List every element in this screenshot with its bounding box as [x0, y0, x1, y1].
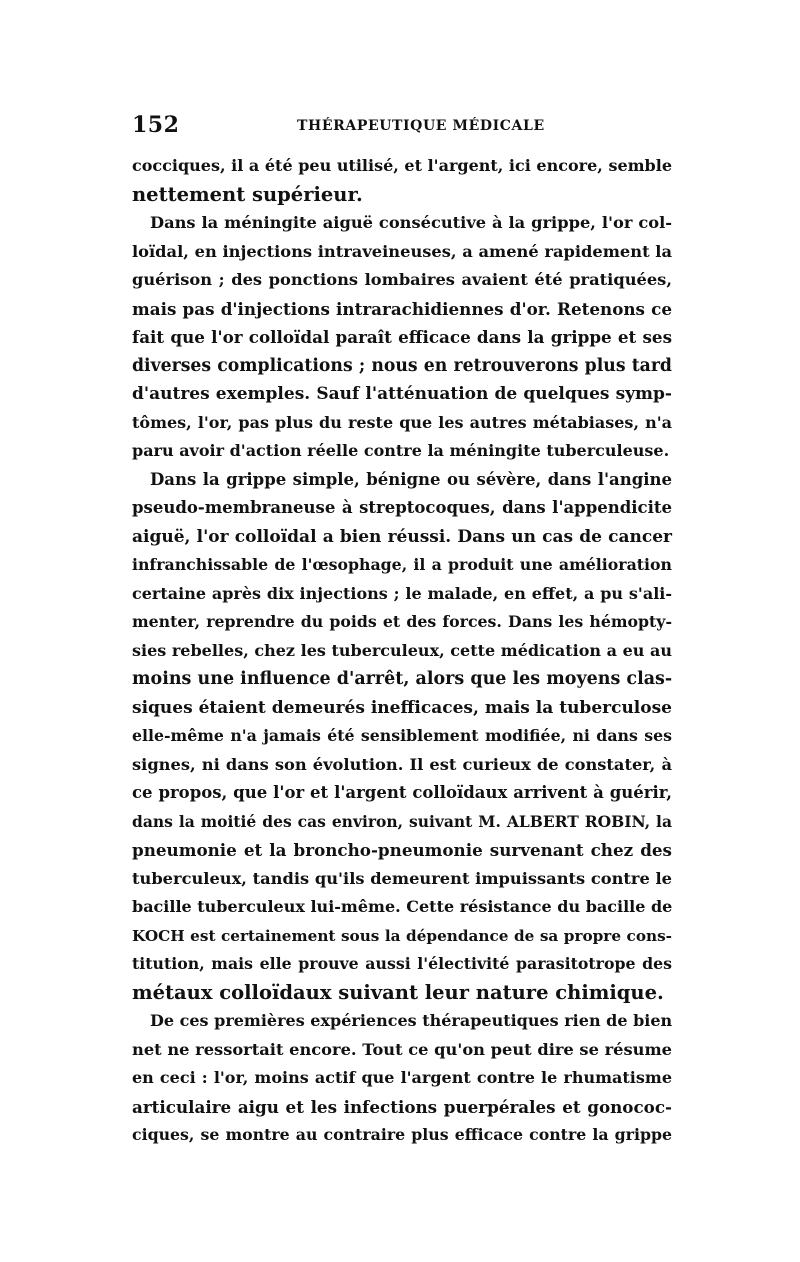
text-line: Dans la méningite aiguë consécutive à la grippe, l'or col- [150, 213, 672, 232]
text-line: infranchissable de l'œsophage, il a produit une amélioration [132, 555, 672, 574]
text-line: Dans la grippe simple, bénigne ou sévère, dans l'angine [150, 469, 672, 489]
text-line: nettement supérieur. [132, 182, 363, 206]
text-line: d'autres exemples. Sauf l'atténuation de quelques symp- [132, 384, 672, 404]
text-line: ciques, se montre au contraire plus efficace contre la grippe [132, 1125, 672, 1144]
text-line: aiguë, l'or colloïdal a bien réussi. Dans un cas de cancer [132, 526, 672, 547]
text-line: pneumonie et la broncho-pneumonie survenant chez des [132, 840, 672, 860]
text-line: articulaire aigu et les infections puerpérales et gonococ- [132, 1096, 672, 1117]
text-line: signes, ni dans son évolution. Il est curieux de constater, à [132, 754, 672, 774]
text-line: sies rebelles, chez les tuberculeux, cette médication a eu au [132, 640, 672, 660]
text-line: KOCH est certainement sous la dépendance de sa propre cons- [132, 926, 672, 945]
text-line: menter, reprendre du poids et des forces. Dans les hémopty- [132, 612, 672, 631]
text-line: en ceci : l'or, moins actif que l'argent contre le rhumatisme [132, 1068, 672, 1087]
text-line: dans la moitié des cas environ, suivant M. ALBERT ROBIN, la [132, 811, 672, 831]
text-line: moins une influence d'arrêt, alors que les moyens clas- [132, 669, 673, 689]
text-line: elle-même n'a jamais été sensiblement modifiée, ni dans ses [132, 726, 672, 745]
text-line: paru avoir d'action réelle contre la méningite tuberculeuse. [132, 441, 670, 460]
text-line: diverses complications ; nous en retrouverons plus tard [132, 355, 672, 376]
running-title: THÉRAPEUTIQUE MÉDICALE [297, 118, 545, 134]
text-line: métaux colloïdaux suivant leur nature chimique. [132, 980, 664, 1004]
text-line: tuberculeux, tandis qu'ils demeurent impuissants contre le [132, 868, 672, 888]
text-line: guérison ; des ponctions lombaires avaient été pratiquées, [132, 270, 672, 289]
page-number: 152 [132, 112, 180, 138]
text-line: ce propos, que l'or et l'argent colloïdaux arrivent à guérir, [132, 783, 672, 802]
text-line: pseudo-membraneuse à streptocoques, dans l'appendicite [132, 498, 672, 517]
text-line: De ces premières expériences thérapeutiques rien de bien [150, 1011, 673, 1030]
text-line: bacille tuberculeux lui-même. Cette résistance du bacille de [132, 897, 673, 916]
text-line: titution, mais elle prouve aussi l'électivité parasitotrope des [132, 954, 672, 973]
text-line: certaine après dix injections ; le malade, en effet, a pu s'ali- [132, 583, 672, 603]
text-line: mais pas d'injections intrarachidiennes d'or. Retenons ce [132, 298, 672, 319]
text-line: cocciques, il a été peu utilisé, et l'argent, ici encore, semble [132, 156, 672, 175]
body-text [132, 152, 672, 1150]
text-line: siques étaient demeurés inefficaces, mais la tuberculose [132, 697, 672, 718]
text-line: loïdal, en injections intraveineuses, a amené rapidement la [132, 241, 672, 261]
text-line: fait que l'or colloïdal paraît efficace dans la grippe et ses [132, 327, 672, 347]
text-line: net ne ressortait encore. Tout ce qu'on peut dire se résume [132, 1039, 672, 1059]
text-line: tômes, l'or, pas plus du reste que les autres métabiases, n'a [132, 412, 672, 432]
page-header [132, 112, 672, 142]
